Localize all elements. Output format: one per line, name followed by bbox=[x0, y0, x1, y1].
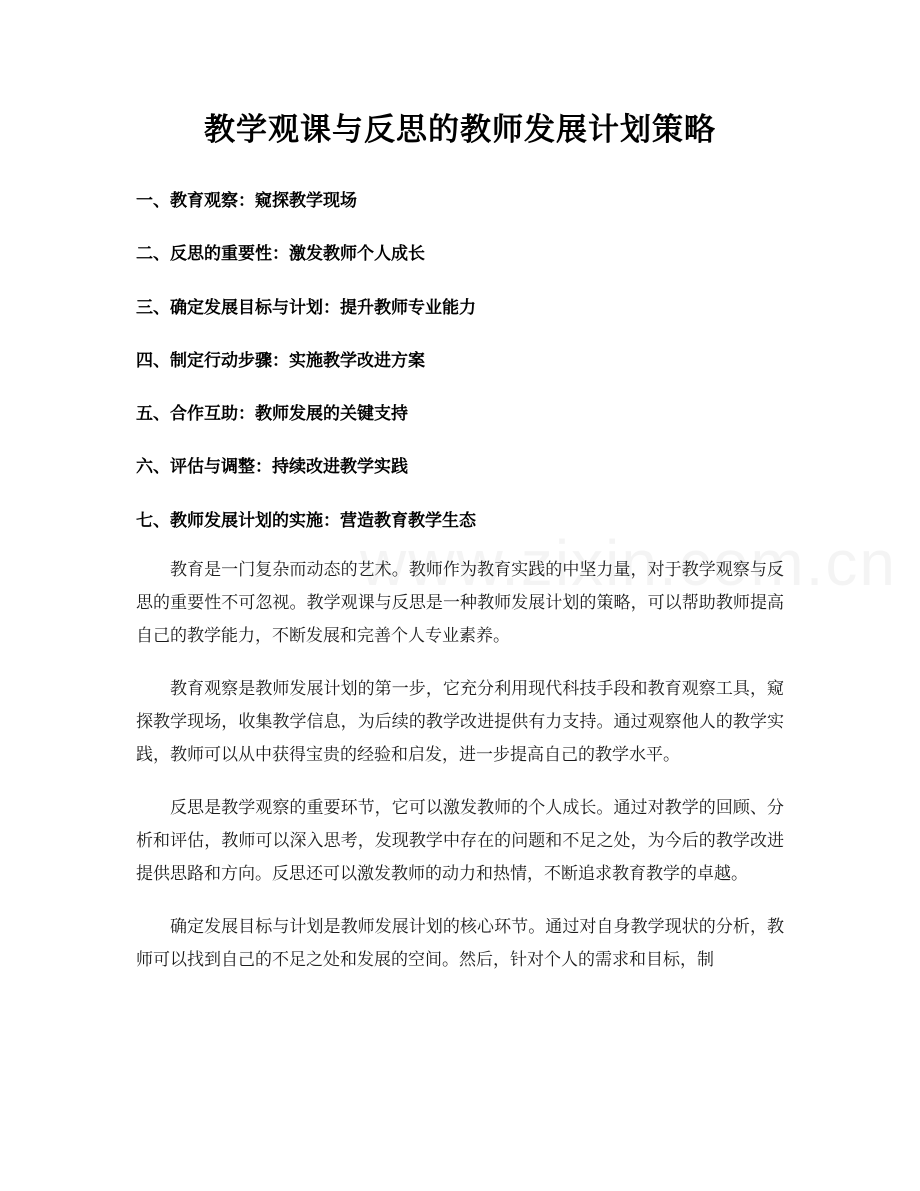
body-text bbox=[136, 554, 784, 997]
outline-item-6: 六、评估与调整：持续改进教学实践 bbox=[136, 457, 408, 478]
outline-item-4: 四、制定行动步骤：实施教学改进方案 bbox=[136, 350, 425, 371]
outline-item-3: 三、确定发展目标与计划：提升教师专业能力 bbox=[136, 297, 476, 318]
section-outline bbox=[136, 186, 796, 559]
paragraph-3: 反思是教学观察的重要环节，它可以激发教师的个人成长。通过对教学的回顾、分析和评估，教师可以深入思考，发现教学中存在的问题和不足之处，为今后的教学改进提供思路和方向。反思还可以激发教师的动力和热情，不断追求教育教学的卓越。 bbox=[136, 798, 784, 884]
document-title: 教学观课与反思的教师发展计划策略 bbox=[204, 112, 716, 148]
outline-item-5: 五、合作互助：教师发展的关键支持 bbox=[136, 404, 408, 425]
paragraph-2: 教育观察是教师发展计划的第一步，它充分利用现代科技手段和教育观察工具，窥探教学现场，收集教学信息，为后续的教学改进提供有力支持。通过观察他人的教学实践，教师可以从中获得宝贵的经验和启发，进一步提高自己的教学水平。 bbox=[136, 679, 784, 765]
outline-item-2: 二、反思的重要性：激发教师个人成长 bbox=[136, 244, 425, 265]
outline-item-7: 七、教师发展计划的实施：营造教育教学生态 bbox=[136, 510, 476, 531]
paragraph-1: 教育是一门复杂而动态的艺术。教师作为教育实践的中坚力量，对于教学观察与反思的重要性不可忽视。教学观课与反思是一种教师发展计划的策略，可以帮助教师提高自己的教学能力，不断发展和完善个人专业素养。 bbox=[136, 560, 784, 646]
paragraph-4: 确定发展目标与计划是教师发展计划的核心环节。通过对自身教学现状的分析，教师可以找到自己的不足之处和发展的空间。然后，针对个人的需求和目标，制 bbox=[136, 917, 784, 970]
outline-item-1: 一、教育观察：窥探教学现场 bbox=[136, 191, 357, 211]
